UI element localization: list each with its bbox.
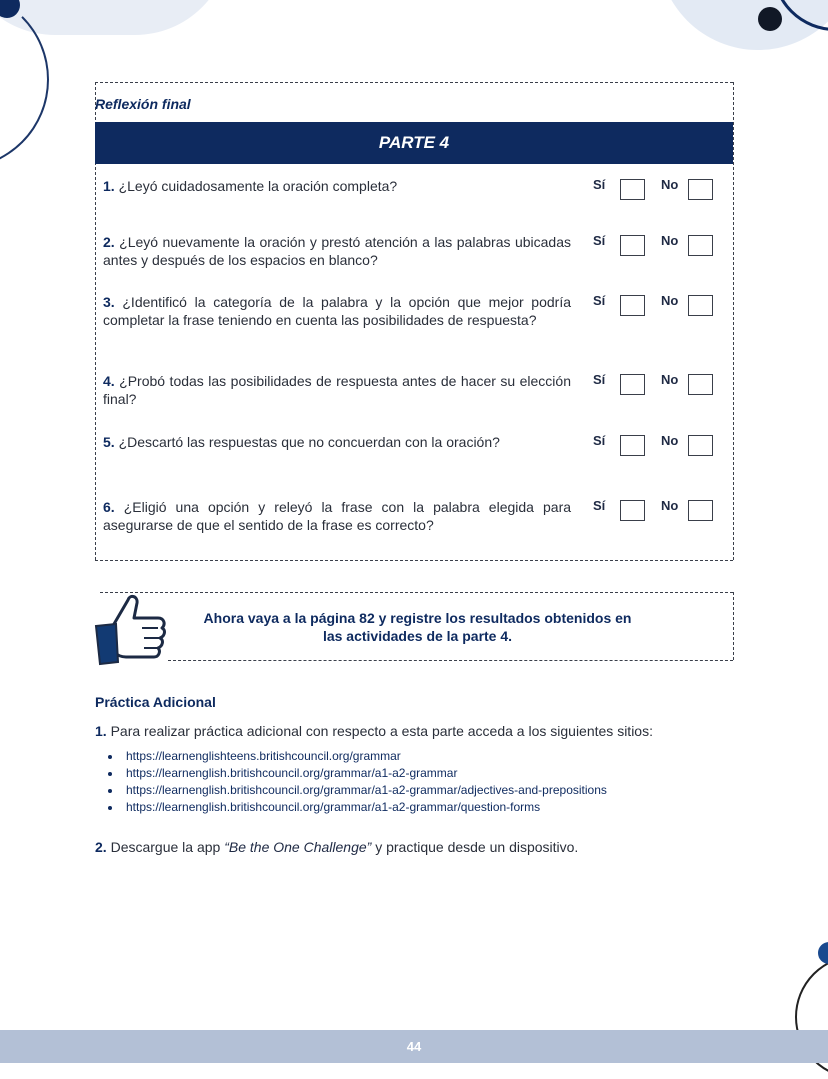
resource-links (108, 748, 607, 816)
no-checkbox[interactable] (688, 235, 713, 256)
question-5: 5. ¿Descartó las respuestas que no concuerdan con la oración? (103, 434, 500, 450)
yes-checkbox[interactable] (620, 500, 645, 521)
yes-label: Sí (593, 293, 606, 308)
app-name: “Be the One Challenge” (224, 839, 372, 855)
question-2: 2. ¿Leyó nuevamente la oración y prestó atención a las palabras ubicadas antes y después de los espacios en blanco? (103, 234, 571, 268)
resource-link[interactable]: https://learnenglish.britishcouncil.org/grammar/a1-a2-grammar (108, 765, 607, 782)
no-checkbox[interactable] (688, 179, 713, 200)
dot-decoration-bottom (818, 942, 828, 964)
frame-right (733, 82, 734, 560)
callout-frame-right (733, 592, 734, 660)
no-checkbox[interactable] (688, 295, 713, 316)
no-label: No (661, 498, 679, 513)
yes-checkbox[interactable] (620, 374, 645, 395)
callout-frame-top (100, 592, 733, 593)
answer-row-2 (593, 233, 718, 255)
question-4: 4. ¿Probó todas las posibilidades de respuesta antes de hacer su elección final? (103, 373, 571, 407)
frame-bottom (95, 560, 733, 561)
resource-link[interactable]: https://learnenglish.britishcouncil.org/grammar/a1-a2-grammar/adjectives-and-prepositions (108, 782, 607, 799)
yes-label: Sí (593, 372, 606, 387)
question-1: 1. ¿Leyó cuidadosamente la oración completa? (103, 178, 398, 194)
thumbs-up-icon (92, 588, 168, 668)
callout-frame-bottom (168, 660, 733, 661)
practice-item-1: 1. Para realizar práctica adicional con respecto a esta parte acceda a los siguientes sitios: (95, 723, 653, 739)
yes-label: Sí (593, 177, 606, 192)
yes-checkbox[interactable] (620, 179, 645, 200)
practice-item-2: 2. Descargue la app “Be the One Challenge” y practique desde un dispositivo. (95, 839, 579, 855)
yes-checkbox[interactable] (620, 435, 645, 456)
reflection-title: Reflexión final (95, 96, 191, 112)
answer-row-6 (593, 498, 718, 520)
yes-label: Sí (593, 233, 606, 248)
question-3: 3. ¿Identificó la categoría de la palabra y la opción que mejor podría completar la frase teniendo en cuenta las posibilidades de respuesta? (103, 294, 572, 328)
page-number: 44 (406, 1039, 422, 1054)
no-label: No (661, 177, 679, 192)
practice-title: Práctica Adicional (95, 694, 216, 710)
answer-row-1 (593, 177, 718, 199)
answer-row-3 (593, 293, 718, 315)
no-checkbox[interactable] (688, 435, 713, 456)
answer-row-5 (593, 433, 718, 455)
yes-checkbox[interactable] (620, 295, 645, 316)
answer-row-4 (593, 372, 718, 394)
no-label: No (661, 433, 679, 448)
no-label: No (661, 372, 679, 387)
part-banner: PARTE 4 (95, 122, 733, 164)
question-6: 6. ¿Eligió una opción y releyó la frase con la palabra elegida para asegurarse de que el sentido de la frase es correcto? (103, 499, 572, 533)
no-label: No (661, 293, 679, 308)
resource-link[interactable]: https://learnenglishteens.britishcouncil.org/grammar (108, 748, 607, 765)
yes-label: Sí (593, 433, 606, 448)
no-checkbox[interactable] (688, 500, 713, 521)
no-checkbox[interactable] (688, 374, 713, 395)
resource-link[interactable]: https://learnenglish.britishcouncil.org/grammar/a1-a2-grammar/question-forms (108, 799, 607, 816)
yes-checkbox[interactable] (620, 235, 645, 256)
callout-message: Ahora vaya a la página 82 y registre los resultados obtenidos en las actividades de la parte 4. (203, 610, 632, 644)
yes-label: Sí (593, 498, 606, 513)
no-label: No (661, 233, 679, 248)
frame-top (95, 82, 733, 83)
dot-decoration-right (758, 7, 782, 31)
